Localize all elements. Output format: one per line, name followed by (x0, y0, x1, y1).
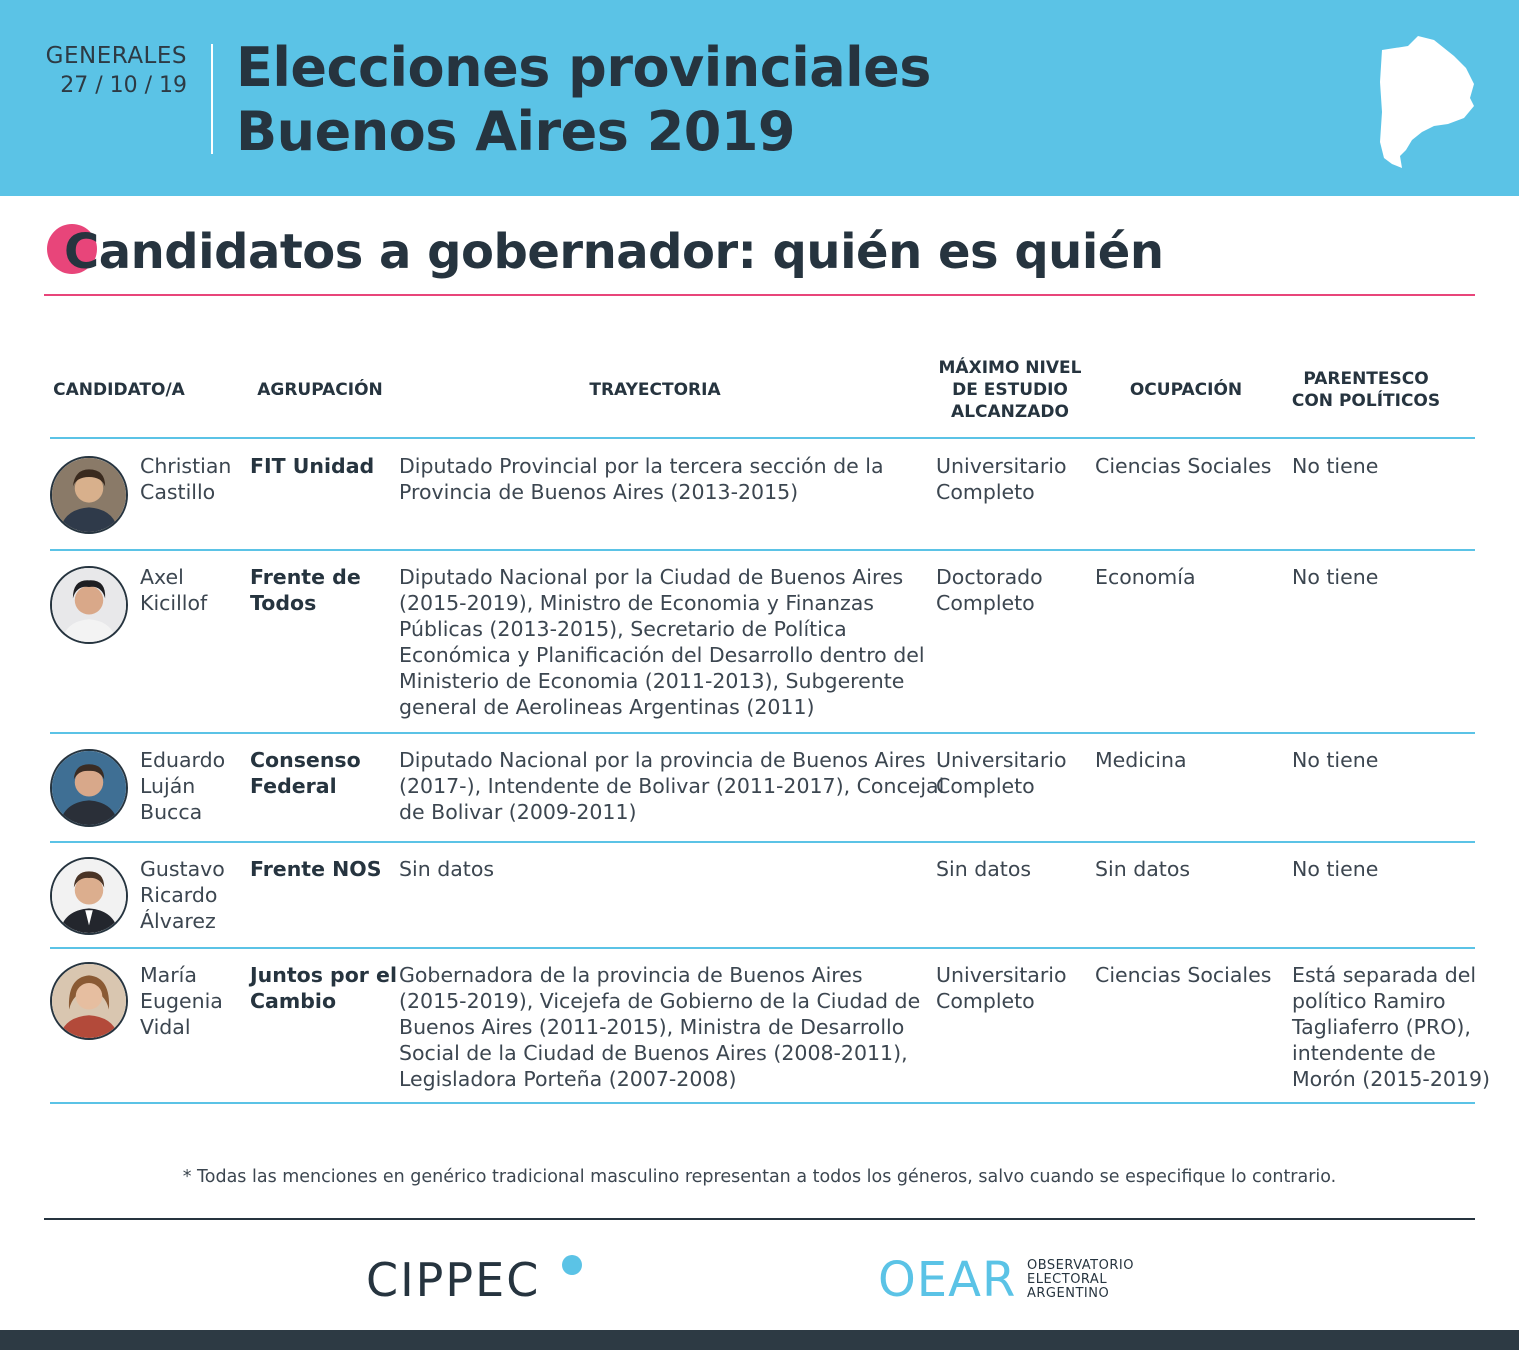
candidate-education-line: Universitario (936, 963, 1067, 987)
candidate-kinship-line: político Ramiro (1292, 989, 1446, 1013)
candidate-photo-alvarez (50, 857, 128, 935)
candidate-name-line: Christian (140, 454, 232, 478)
candidate-name-line: Eugenia (140, 989, 223, 1013)
candidate-occupation-line: Ciencias Sociales (1095, 963, 1272, 987)
candidate-trajectory-line: Diputado Provincial por la tercera sección de la (399, 454, 884, 478)
candidate-name-line: Kicillof (140, 591, 208, 615)
candidate-photo-castillo (50, 456, 128, 534)
candidate-occupation-line: Economía (1095, 565, 1196, 589)
candidate-name-line: Castillo (140, 480, 216, 504)
candidate-photo-vidal (50, 962, 128, 1040)
bottom-bar (0, 1330, 1519, 1350)
header-title (236, 36, 931, 164)
candidate-occupation (1095, 962, 1271, 988)
candidate-trajectory (399, 564, 925, 720)
section-rule (44, 294, 1475, 296)
candidate-education (936, 564, 1043, 616)
candidate-trajectory-line: (2017-), Intendente de Bolivar (2011-2017), Concejal (399, 774, 945, 798)
column-header-occupation: OCUPACIÓN (1129, 380, 1243, 400)
candidate-trajectory-line: de Bolivar (2009-2011) (399, 800, 637, 824)
candidate-kinship (1292, 962, 1490, 1092)
oear-logo: OEAR (878, 1252, 1017, 1308)
candidate-name-line: Álvarez (140, 909, 216, 933)
column-header-kinship (1282, 368, 1450, 412)
candidate-trajectory (399, 453, 884, 505)
candidate-education-line: Completo (936, 774, 1035, 798)
row-divider (50, 1102, 1475, 1104)
candidate-name (140, 747, 225, 825)
candidate-trajectory-line: Diputado Nacional por la Ciudad de Buenos Aires (399, 565, 904, 589)
candidate-party-line: Consenso (250, 748, 361, 772)
cippec-logo: CIPPEC (366, 1253, 541, 1307)
candidate-trajectory-line: Económica y Planificación del Desarrollo dentro del (399, 643, 925, 667)
column-header-education-line: ALCANZADO (951, 402, 1069, 422)
candidate-name-line: Vidal (140, 1015, 191, 1039)
header-divider (211, 44, 213, 154)
candidate-trajectory (399, 962, 920, 1092)
candidate-trajectory-line: Social de la Ciudad de Buenos Aires (2008-2011), (399, 1041, 908, 1065)
candidate-party-line: Juntos por el (250, 963, 397, 987)
candidate-kinship (1292, 747, 1378, 773)
candidate-occupation-line: Sin datos (1095, 857, 1191, 881)
candidate-name-line: Luján (140, 774, 196, 798)
candidate-trajectory-line: Diputado Nacional por la provincia de Buenos Aires (399, 748, 926, 772)
candidate-kinship (1292, 453, 1378, 479)
candidate-education-line: Completo (936, 480, 1035, 504)
candidate-trajectory-line: Sin datos (399, 857, 495, 881)
candidate-kinship-line: Tagliaferro (PRO), (1292, 1015, 1471, 1039)
column-header-candidate: CANDIDATO/A (53, 380, 185, 400)
candidate-kinship (1292, 564, 1378, 590)
cippec-badge-icon (562, 1255, 582, 1275)
candidate-party (250, 747, 361, 799)
footer-rule (44, 1218, 1475, 1220)
candidate-education-line: Doctorado (936, 565, 1043, 589)
candidate-education (936, 962, 1067, 1014)
column-header-education (930, 357, 1090, 423)
candidate-kinship (1292, 856, 1378, 882)
header-title-line2: Buenos Aires 2019 (236, 100, 796, 163)
candidate-name (140, 962, 223, 1040)
row-divider (50, 947, 1475, 949)
candidate-party-line: FIT Unidad (250, 454, 375, 478)
candidate-name-line: Gustavo (140, 857, 225, 881)
candidate-education (936, 856, 1031, 882)
candidate-kinship-line: No tiene (1292, 748, 1379, 772)
footnote: * Todas las menciones en genérico tradicional masculino representan a todos los géneros, salvo cuando se especifique lo contrario. (182, 1167, 1337, 1187)
candidate-occupation-line: Ciencias Sociales (1095, 454, 1272, 478)
row-divider (50, 549, 1475, 551)
candidate-name-line: Bucca (140, 800, 203, 824)
candidate-party (250, 962, 397, 1014)
buenos-aires-province-map-icon (1378, 32, 1478, 172)
row-divider (50, 437, 1475, 439)
candidate-name-line: María (140, 963, 197, 987)
column-header-party: AGRUPACIÓN (257, 380, 383, 400)
candidate-occupation (1095, 453, 1271, 479)
candidate-education-line: Completo (936, 989, 1035, 1013)
candidate-photo-kicillof (50, 566, 128, 644)
candidate-trajectory-line: (2015-2019), Ministro de Economia y Finanzas (399, 591, 874, 615)
candidate-trajectory-line: Provincia de Buenos Aires (2013-2015) (399, 480, 799, 504)
oear-subtitle-line: OBSERVATORIO (1027, 1258, 1134, 1273)
candidate-party-line: Todos (250, 591, 317, 615)
candidate-name-line: Axel (140, 565, 184, 589)
candidate-party (250, 856, 382, 882)
candidate-occupation-line: Medicina (1095, 748, 1187, 772)
candidate-kinship-line: Está separada del (1292, 963, 1477, 987)
candidate-name-line: Ricardo (140, 883, 218, 907)
candidate-education-line: Sin datos (936, 857, 1032, 881)
column-header-kinship-line: PARENTESCO (1303, 369, 1429, 389)
election-type: GENERALES (45, 43, 187, 69)
candidate-party-line: Cambio (250, 989, 337, 1013)
candidate-party (250, 564, 361, 616)
column-header-education-line: DE ESTUDIO (952, 380, 1068, 400)
candidate-trajectory-line: Públicas (2013-2015), Secretario de Política (399, 617, 847, 641)
column-header-kinship-line: CON POLÍTICOS (1291, 391, 1441, 411)
column-header-education-line: MÁXIMO NIVEL (938, 358, 1082, 378)
election-date: 27 / 10 / 19 (60, 73, 187, 98)
candidate-party-line: Frente NOS (250, 857, 382, 881)
row-divider (50, 732, 1475, 734)
candidate-trajectory-line: Buenos Aires (2011-2015), Ministra de Desarrollo (399, 1015, 905, 1039)
candidate-kinship-line: No tiene (1292, 565, 1379, 589)
candidate-photo-bucca (50, 749, 128, 827)
candidate-party-line: Frente de (250, 565, 361, 589)
candidate-trajectory-line: general de Aerolineas Argentinas (2011) (399, 695, 815, 719)
candidate-trajectory-line: Gobernadora de la provincia de Buenos Aires (399, 963, 863, 987)
candidate-trajectory-line: Ministerio de Economia (2011-2013), Subgerente (399, 669, 905, 693)
oear-subtitle (1027, 1259, 1134, 1301)
candidate-trajectory-line: (2015-2019), Vicejefa de Gobierno de la Ciudad de (399, 989, 921, 1013)
header-title-line1: Elecciones provinciales (236, 36, 931, 99)
section-title: Candidatos a gobernador: quién es quién (64, 224, 1164, 280)
candidate-kinship-line: intendente de (1292, 1041, 1436, 1065)
candidate-trajectory (399, 856, 494, 882)
candidate-trajectory (399, 747, 944, 825)
candidate-party (250, 453, 374, 479)
candidate-trajectory-line: Legisladora Porteña (2007-2008) (399, 1067, 737, 1091)
candidate-name (140, 856, 225, 934)
candidate-education (936, 453, 1067, 505)
oear-subtitle-line: ARGENTINO (1027, 1286, 1110, 1301)
oear-subtitle-line: ELECTORAL (1027, 1272, 1108, 1287)
candidate-occupation (1095, 564, 1196, 590)
candidate-kinship-line: No tiene (1292, 454, 1379, 478)
row-divider (50, 841, 1475, 843)
candidate-education (936, 747, 1067, 799)
candidate-education-line: Universitario (936, 454, 1067, 478)
candidate-occupation (1095, 856, 1190, 882)
candidate-party-line: Federal (250, 774, 337, 798)
header-banner (0, 0, 1519, 196)
candidate-name-line: Eduardo (140, 748, 226, 772)
candidate-education-line: Completo (936, 591, 1035, 615)
candidate-kinship-line: Morón (2015-2019) (1292, 1067, 1490, 1091)
candidate-name (140, 564, 207, 616)
candidate-occupation (1095, 747, 1187, 773)
candidate-name (140, 453, 231, 505)
candidate-kinship-line: No tiene (1292, 857, 1379, 881)
candidate-education-line: Universitario (936, 748, 1067, 772)
column-header-trajectory: TRAYECTORIA (589, 380, 721, 400)
